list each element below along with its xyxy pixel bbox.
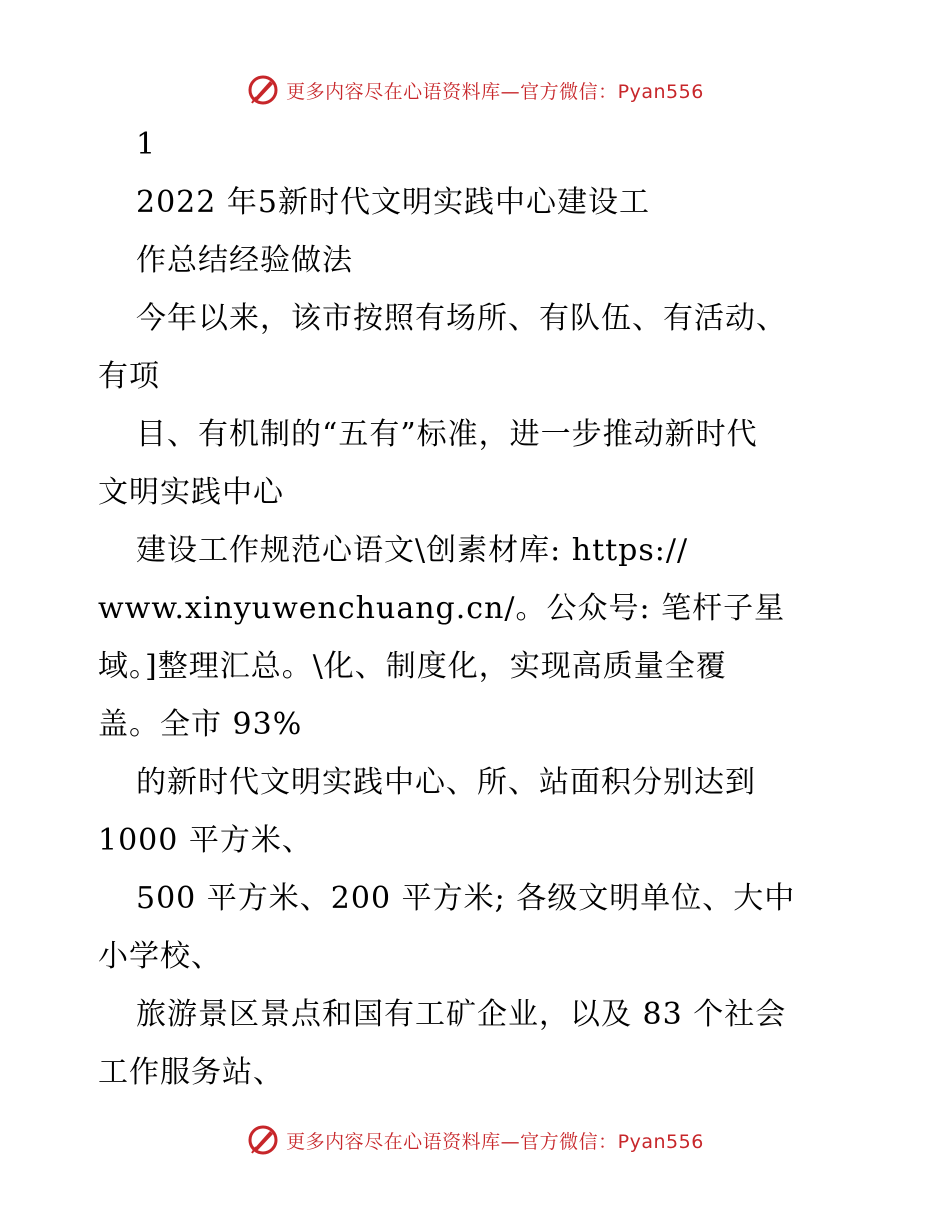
- banner-text: [286, 77, 704, 104]
- text-line: www.xinyuwenchuang.cn/。公众号: 笔杆子星: [98, 591, 786, 626]
- text-line: 盖。全市 93%: [98, 707, 303, 742]
- text-line: 域。]整理汇总。\化、制度化，实现高质量全覆: [98, 649, 727, 684]
- header-watermark-banner: [0, 70, 950, 110]
- text-line: 1: [136, 127, 157, 162]
- text-line: 文明实践中心: [98, 475, 284, 510]
- text-line: 1000 平方米、: [98, 823, 313, 858]
- text-line: 有项: [98, 359, 160, 394]
- text-line: 2022 年5新时代文明实践中心建设工: [136, 185, 650, 220]
- banner-label: 更多内容尽在心语资料库—官方微信：: [286, 80, 618, 103]
- text-line: 目、有机制的“五有”标准，进一步推动新时代: [136, 417, 758, 452]
- banner-account: Pyan556: [617, 80, 704, 103]
- text-line: 500 平方米、200 平方米; 各级文明单位、大中: [136, 881, 796, 916]
- text-line: 建设工作规范心语文\创素材库: https://: [136, 533, 689, 568]
- footer-watermark-banner: [0, 1120, 950, 1160]
- text-line: 今年以来，该市按照有场所、有队伍、有活动、: [136, 301, 787, 336]
- text-line: 旅游景区景点和国有工矿企业，以及 83 个社会: [136, 997, 787, 1032]
- banner-account: Pyan556: [617, 1130, 704, 1153]
- text-line: 作总结经验做法: [136, 243, 353, 278]
- text-line: 工作服务站、: [98, 1055, 284, 1090]
- text-line: 小学校、: [98, 939, 222, 974]
- banner-text: [286, 1127, 704, 1154]
- text-line: 的新时代文明实践中心、所、站面积分别达到: [136, 765, 756, 800]
- banner-label: 更多内容尽在心语资料库—官方微信：: [286, 1130, 618, 1153]
- quill-logo-icon: [246, 1123, 280, 1157]
- quill-logo-icon: [246, 73, 280, 107]
